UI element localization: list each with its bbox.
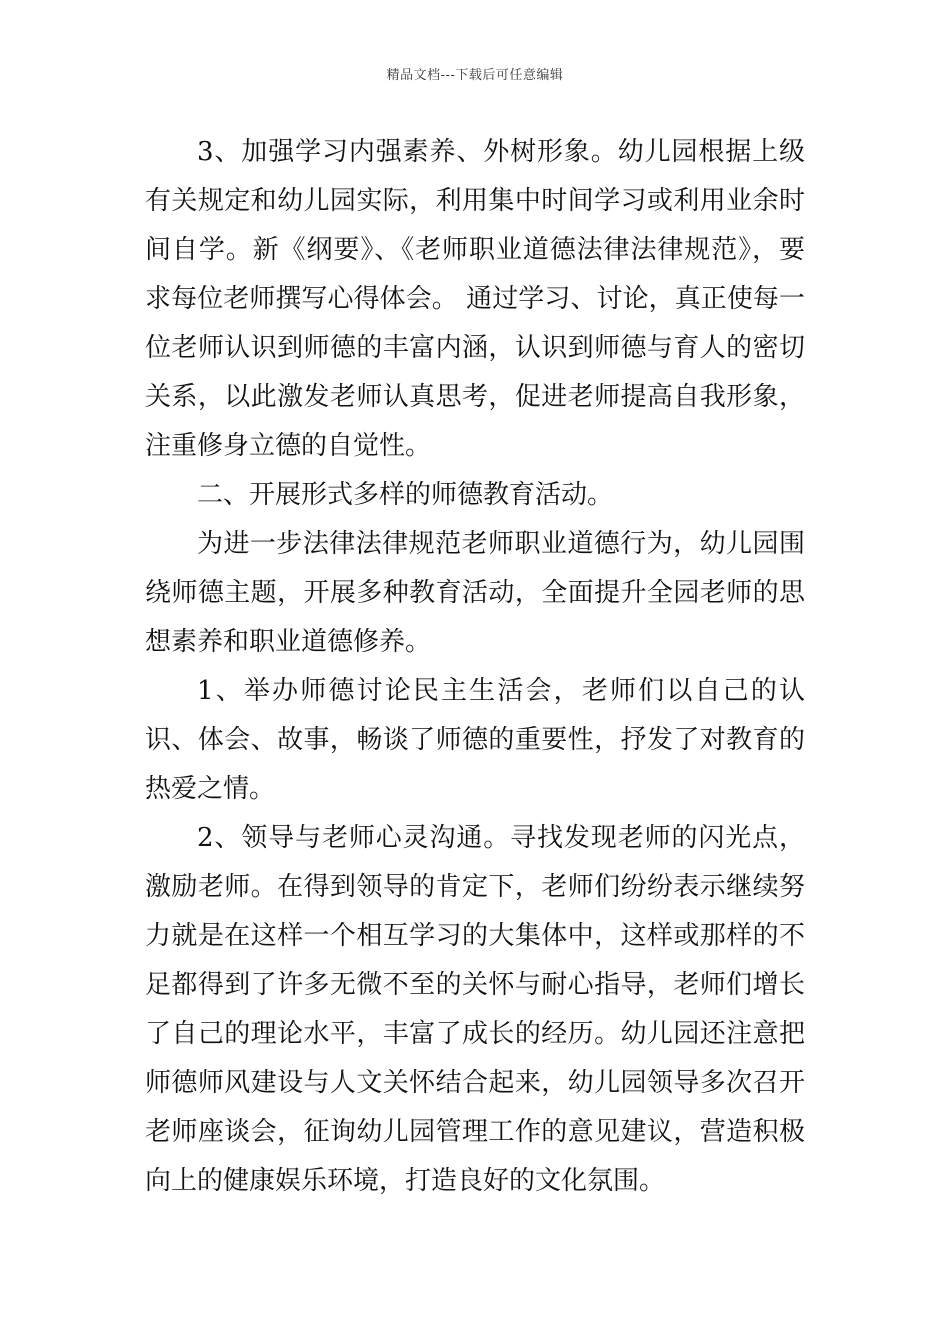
section-heading-activities: 二、开展形式多样的师德教育活动。 <box>197 480 614 510</box>
page-header: 精品文档---下载后可任意编辑 <box>386 68 564 83</box>
paragraph-leader-communication: 2、领导与老师心灵沟通。寻找发现老师的闪光点，激励老师。在得到领导的肯定下，老师们纷纷表示继续努力就是在这样一个相互学习的大集体中，这样或那样的不足都得到了许多无微不至的关怀与耐心指导，老师们增长了自己的理论水平，丰富了成长的经历。幼儿园还注意把师德师风建设与人文关怀结合起来，幼儿园领导多次召开老师座谈会，征询幼儿园管理工作的意见建议，营造积极向上的健康娱乐环境，打造良好的文化氛围。 <box>145 823 805 1196</box>
document-body <box>145 128 805 1206</box>
paragraph-study-and-image: 3、加强学习内强素养、外树形象。幼儿园根据上级有关规定和幼儿园实际，利用集中时间学习或利用业余时间自学。新《纲要》、《老师职业道德法律法律规范》，要求每位老师撰写心得体会。 通过学习、讨论，真正使每一位老师认识到师德的丰富内涵，认识到师德与育人的密切关系，以此激发老师认真思考，促进老师提高自我形象，注重修身立德的自觉性。 <box>145 137 805 461</box>
paragraph-discussion-meeting: 1、举办师德讨论民主生活会，老师们以自己的认识、体会、故事，畅谈了师德的重要性，抒发了对教育的热爱之情。 <box>145 676 805 804</box>
paragraph-activities-intro: 为进一步法律法律规范老师职业道德行为，幼儿园围绕师德主题，开展多种教育活动，全面提升全园老师的思想素养和职业道德修养。 <box>145 529 805 657</box>
